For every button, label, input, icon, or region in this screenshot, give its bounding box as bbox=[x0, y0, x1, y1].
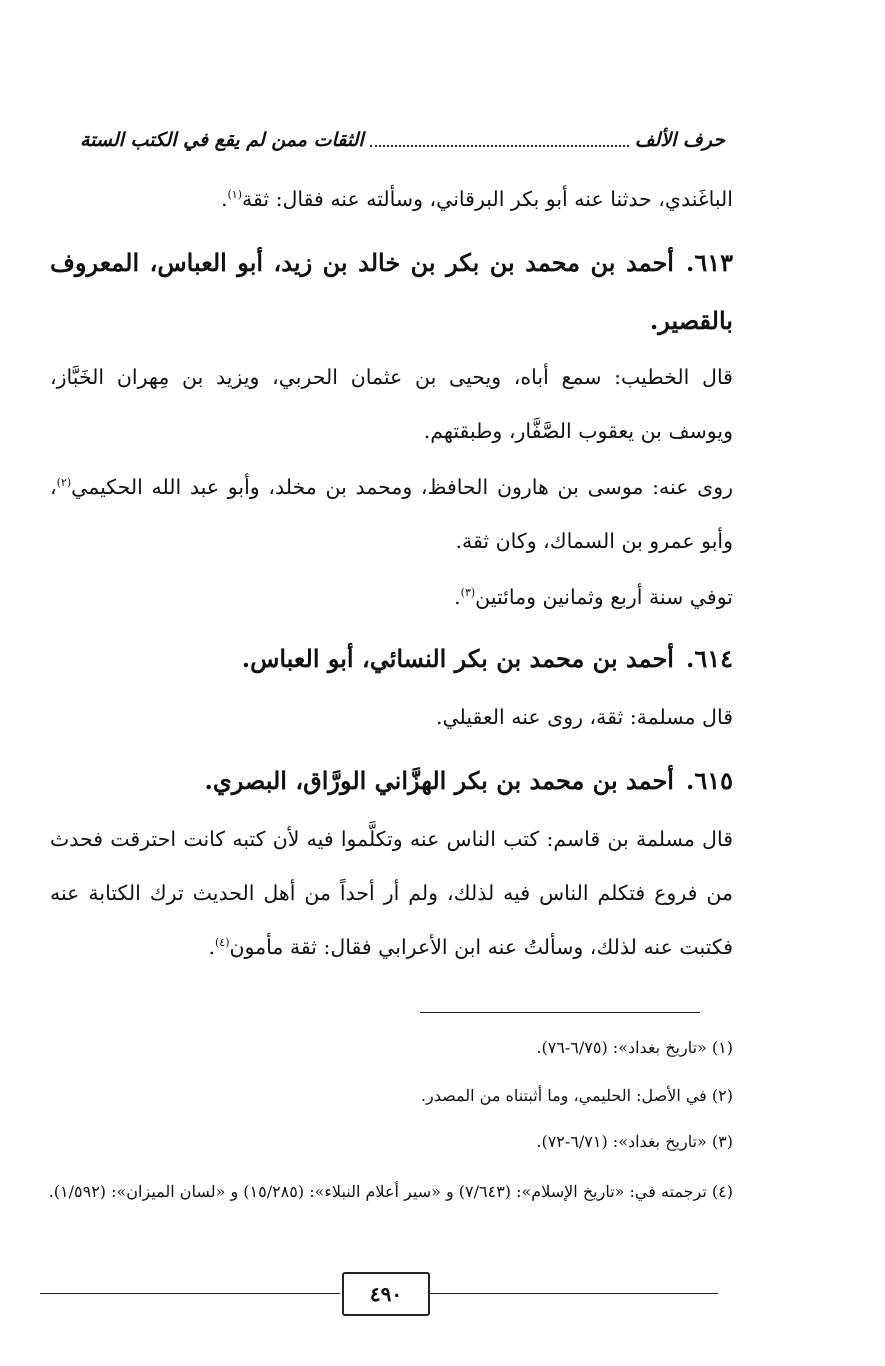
paragraph-614 bbox=[50, 690, 733, 744]
entry-613-heading bbox=[50, 234, 733, 350]
footnote-ref: (٤) bbox=[214, 936, 230, 950]
paragraph-613-death: توفي سنة أربع وثمانين ومائتين$^{(٣)}$. bbox=[454, 585, 733, 609]
paragraph-continuation: الباغَندي، حدثنا عنه أبو بكر البرقاني، وسألته عنه فقال: ثقة$^{(١)}$. bbox=[220, 187, 733, 211]
bottom-rule-right bbox=[428, 1293, 718, 1294]
header-book-title: الثقات ممن لم يقع في الكتب الستة bbox=[80, 129, 364, 151]
paragraph-text: قال مسلمة بن قاسم: كتب الناس عنه وتكلَّموا فيه لأن كتبه كانت احترقت فحدث من فروع فتكلم الناس فيه لذلك، ولم أر أحداً من أهل الحديث ترك الكتابة عنه فكتبت عنه لذلك، وسألتُ عنه ابن الأعرابي فقال: ثقة مأمون bbox=[50, 827, 733, 959]
page-number: ٤٩٠ bbox=[342, 1272, 430, 1316]
header-chapter: حرف الألف bbox=[634, 129, 725, 151]
paragraph-615: قال مسلمة بن قاسم: كتب الناس عنه وتكلَّموا فيه لأن كتبه كانت احترقت فحدث من فروع فتكلم الناس فيه لذلك، ولم أر أحداً من أهل الحديث ترك الكتابة عنه فكتبت عنه لذلك، وسألتُ عنه ابن الأعرابي فقال: ثقة مأمون$^{(٤)}$. bbox=[50, 827, 733, 959]
footnote-4: (٤) ترجمته في: «تاريخ الإسلام»: (٧/٦٤٣) و «سير أعلام النبلاء»: (١٥/٢٨٥) و «لسان الميزان»: (١/٥٩٢). bbox=[48, 1182, 733, 1201]
entry-name: أحمد بن محمد بن بكر النسائي، أبو العباس. bbox=[241, 644, 674, 673]
entry-615-heading bbox=[50, 752, 733, 810]
entry-number: ٦١٤. bbox=[685, 644, 733, 673]
entry-number: ٦١٣. bbox=[685, 248, 733, 277]
paragraph-text: قال مسلمة: ثقة، روى عنه العقيلي. bbox=[435, 705, 733, 729]
paragraph-613-students bbox=[50, 460, 733, 568]
entry-name: أحمد بن محمد بن بكر بن خالد بن زيد، أبو العباس، المعروف بالقصير. bbox=[50, 248, 733, 335]
paragraph-text: روى عنه: موسى بن هارون الحافظ، ومحمد بن مخلد، وأبو عبد الله الحكيمي bbox=[71, 475, 733, 499]
footnote-3: (٣) «تاريخ بغداد»: (٦/٧١-٧٢). bbox=[536, 1132, 733, 1151]
footnote-1: (١) «تاريخ بغداد»: (٦/٧٥-٧٦). bbox=[536, 1038, 733, 1057]
bottom-rule-left bbox=[40, 1293, 340, 1294]
footnote-ref: (١) bbox=[227, 188, 242, 202]
paragraph-613-teachers bbox=[50, 350, 733, 458]
footnote-2: (٢) في الأصل: الحليمي، وما أثبتناه من المصدر. bbox=[420, 1086, 733, 1105]
entry-name: أحمد بن محمد بن بكر الهزَّاني الورَّاق، البصري. bbox=[204, 766, 674, 795]
entry-number: ٦١٥. bbox=[685, 766, 733, 795]
footnote-ref: (٢) bbox=[56, 476, 72, 490]
paragraph-text: الباغَندي، حدثنا عنه أبو بكر البرقاني، وسألته عنه فقال: ثقة bbox=[242, 187, 733, 211]
footnote-ref: (٣) bbox=[460, 586, 476, 600]
header-dots bbox=[370, 133, 629, 147]
paragraph-text: توفي سنة أربع وثمانين ومائتين bbox=[475, 585, 733, 609]
running-header bbox=[80, 120, 725, 160]
paragraph-text: ، وأبو عمرو بن السماك، وكان ثقة. bbox=[50, 475, 733, 553]
paragraph-text: قال الخطيب: سمع أباه، ويحيى بن عثمان الحربي، ويزيد بن مِهران الخَبَّاز، ويوسف بن يعقوب الصَّفَّار، وطبقتهم. bbox=[50, 365, 733, 443]
entry-614-heading bbox=[50, 630, 733, 688]
footnote-separator bbox=[420, 1012, 700, 1013]
